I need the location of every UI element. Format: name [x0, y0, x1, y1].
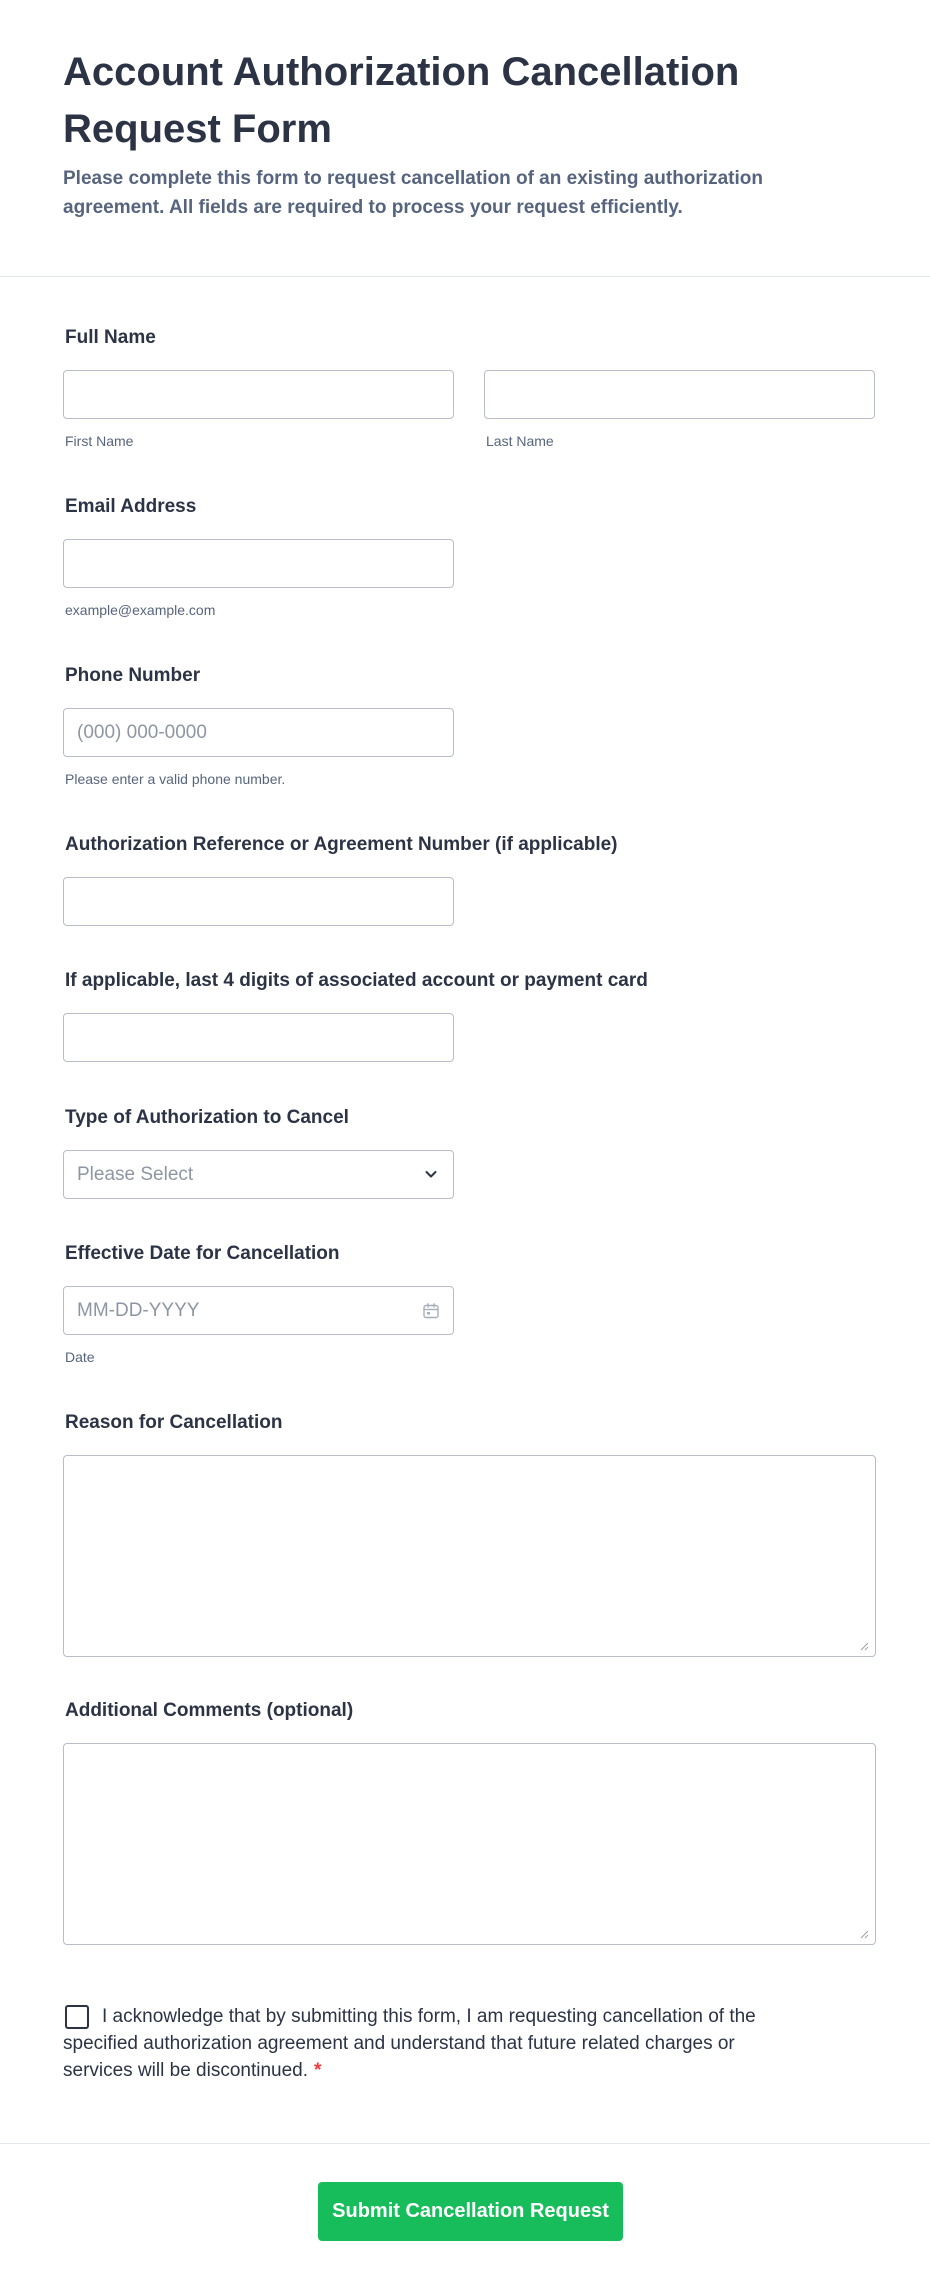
auth-type-selected: Please Select [77, 1164, 194, 1185]
auth-type-select[interactable] [63, 1150, 454, 1199]
last-name-sublabel: Last Name [486, 433, 554, 449]
email-label: Email Address [65, 496, 197, 517]
effective-date-input[interactable] [64, 1286, 404, 1335]
calendar-icon[interactable] [422, 1302, 440, 1320]
reason-textarea[interactable] [63, 1455, 876, 1657]
chevron-down-icon [423, 1166, 439, 1182]
required-marker: * [314, 2060, 322, 2081]
email-input[interactable] [63, 539, 454, 588]
auth-type-label: Type of Authorization to Cancel [65, 1107, 349, 1128]
effective-date-sublabel: Date [65, 1349, 95, 1365]
phone-sublabel: Please enter a valid phone number. [65, 771, 286, 787]
reason-label: Reason for Cancellation [65, 1412, 283, 1433]
phone-label: Phone Number [65, 665, 201, 686]
first-name-sublabel: First Name [65, 433, 134, 449]
acknowledge-label: I acknowledge that by submitting this form, I am requesting cancellation of the specified authorization agreement and understand that future related charges or services will be discontinued. [63, 2006, 756, 2081]
first-name-input[interactable] [63, 370, 454, 419]
comments-textarea[interactable] [63, 1743, 876, 1945]
submit-button[interactable]: Submit Cancellation Request [318, 2182, 623, 2241]
acknowledge-row [63, 2003, 803, 2084]
phone-input[interactable] [63, 708, 454, 757]
effective-date-field[interactable] [63, 1286, 454, 1335]
comments-label: Additional Comments (optional) [65, 1700, 354, 1721]
resize-grip-icon[interactable] [859, 1929, 869, 1939]
last4-input[interactable] [63, 1013, 454, 1062]
page-subtitle: Please complete this form to request cancellation of an existing authorization agreement. All fields are required to process your request efficiently. [63, 168, 763, 218]
acknowledge-text [63, 2003, 803, 2084]
last4-label: If applicable, last 4 digits of associated account or payment card [65, 970, 648, 991]
form-header [0, 0, 930, 277]
reference-label: Authorization Reference or Agreement Number (if applicable) [65, 834, 618, 855]
email-sublabel: example@example.com [65, 602, 216, 618]
reference-input[interactable] [63, 877, 454, 926]
footer-divider [0, 2143, 930, 2144]
resize-grip-icon[interactable] [859, 1641, 869, 1651]
page-title: Account Authorization Cancellation Request Form [63, 50, 740, 151]
effective-date-label: Effective Date for Cancellation [65, 1243, 340, 1264]
full-name-label: Full Name [65, 327, 156, 348]
last-name-input[interactable] [484, 370, 875, 419]
